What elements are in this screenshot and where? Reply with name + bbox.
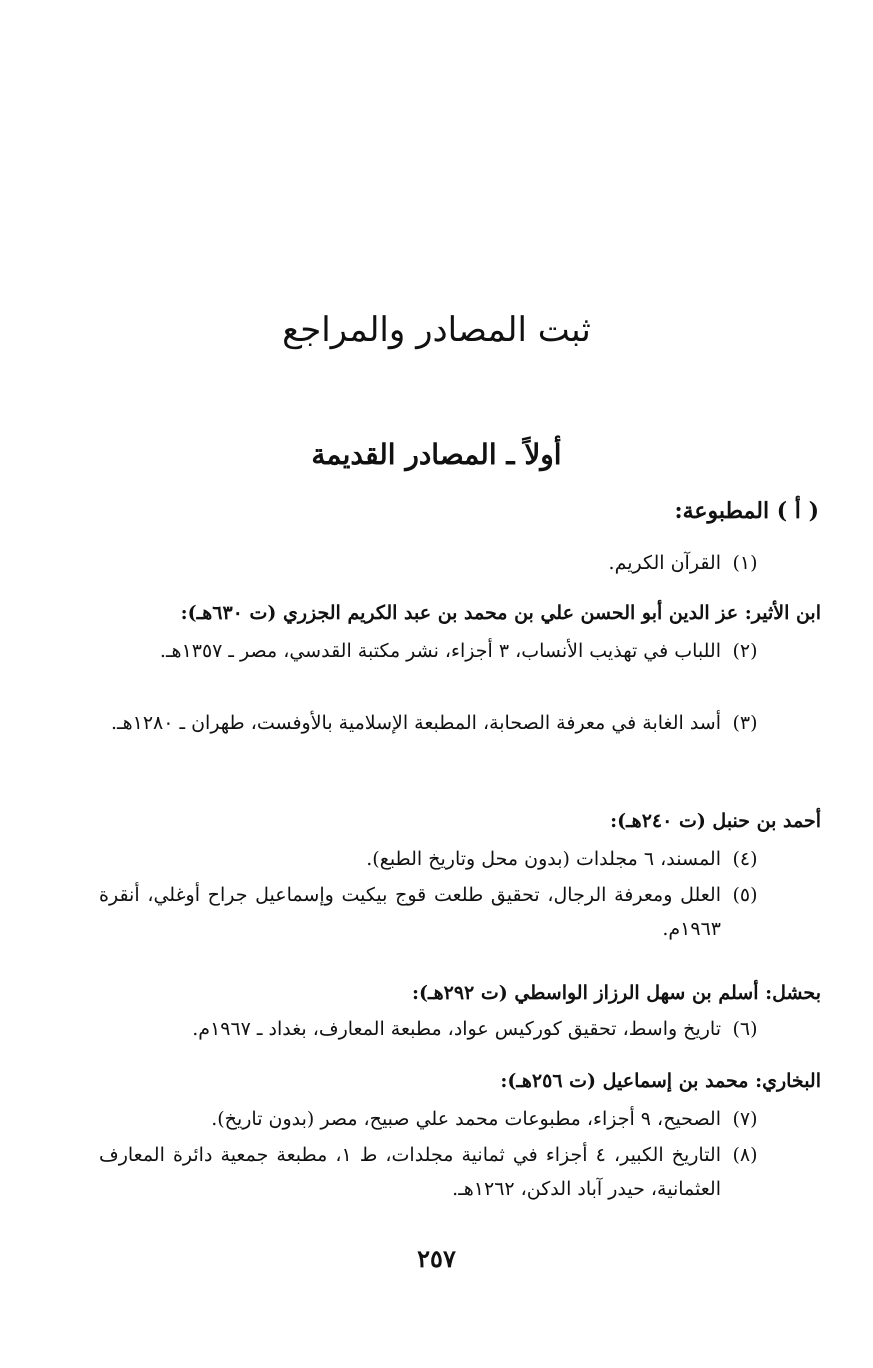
- section-heading: أولاً ـ المصادر القديمة: [311, 438, 562, 471]
- reference-entry-4: [99, 842, 769, 876]
- entry-number: (٦): [732, 1018, 758, 1040]
- reference-entry-7: [99, 1102, 769, 1136]
- entry-text: القرآن الكريم.: [608, 552, 721, 574]
- entry-text: العلل ومعرفة الرجال، تحقيق طلعت قوج بيكيت وإسماعيل جراح أوغلي، أنقرة ١٩٦٣م.: [99, 884, 721, 940]
- entry-number: (١): [732, 552, 758, 574]
- entry-text: التاريخ الكبير، ٤ أجزاء في ثمانية مجلدات، ط ١، مطبعة جمعية دائرة المعارف العثمانية، حيدر آباد الدكن، ١٢٦٢هـ.: [99, 1144, 721, 1200]
- author-heading-bahshal: بحشل: أسلم بن سهل الرزاز الواسطي (ت ٢٩٢هـ):: [412, 982, 821, 1004]
- reference-entry-3: [99, 706, 769, 740]
- reference-entry-1: [99, 546, 769, 580]
- author-heading-ahmad-ibn-hanbal: أحمد بن حنبل (ت ٢٤٠هـ):: [610, 810, 821, 832]
- author-heading-bukhari: البخاري: محمد بن إسماعيل (ت ٢٥٦هـ):: [500, 1070, 821, 1092]
- entry-text: الصحيح، ٩ أجزاء، مطبوعات محمد علي صبيح، مصر (بدون تاريخ).: [211, 1108, 721, 1130]
- entry-number: (٤): [732, 848, 758, 870]
- entry-number: (٣): [732, 712, 758, 734]
- reference-entry-8: [99, 1138, 769, 1206]
- entry-text: اللباب في تهذيب الأنساب، ٣ أجزاء، نشر مكتبة القدسي، مصر ـ ١٣٥٧هـ.: [159, 640, 721, 662]
- entry-number: (٥): [732, 884, 758, 906]
- entry-text: المسند، ٦ مجلدات (بدون محل وتاريخ الطبع).: [366, 848, 721, 870]
- page-title: ثبت المصادر والمراجع: [282, 310, 591, 350]
- entry-text: أسد الغابة في معرفة الصحابة، المطبعة الإسلامية بالأوفست، طهران ـ ١٢٨٠هـ.: [110, 712, 721, 734]
- reference-entry-2: [99, 634, 769, 668]
- author-heading-ibn-al-athir: ابن الأثير: عز الدين أبو الحسن علي بن محمد بن عبد الكريم الجزري (ت ٦٣٠هـ):: [180, 602, 821, 624]
- reference-entry-6: [99, 1012, 769, 1046]
- entry-number: (٧): [732, 1108, 758, 1130]
- entry-text: تاريخ واسط، تحقيق كوركيس عواد، مطبعة المعارف، بغداد ـ ١٩٦٧م.: [192, 1018, 721, 1040]
- subsection-heading: ( أ ) المطبوعة:: [674, 498, 819, 524]
- entry-number: (٢): [732, 640, 758, 662]
- page-number: ٢٥٧: [417, 1244, 456, 1273]
- entry-number: (٨): [732, 1144, 758, 1166]
- reference-entry-5: [99, 878, 769, 946]
